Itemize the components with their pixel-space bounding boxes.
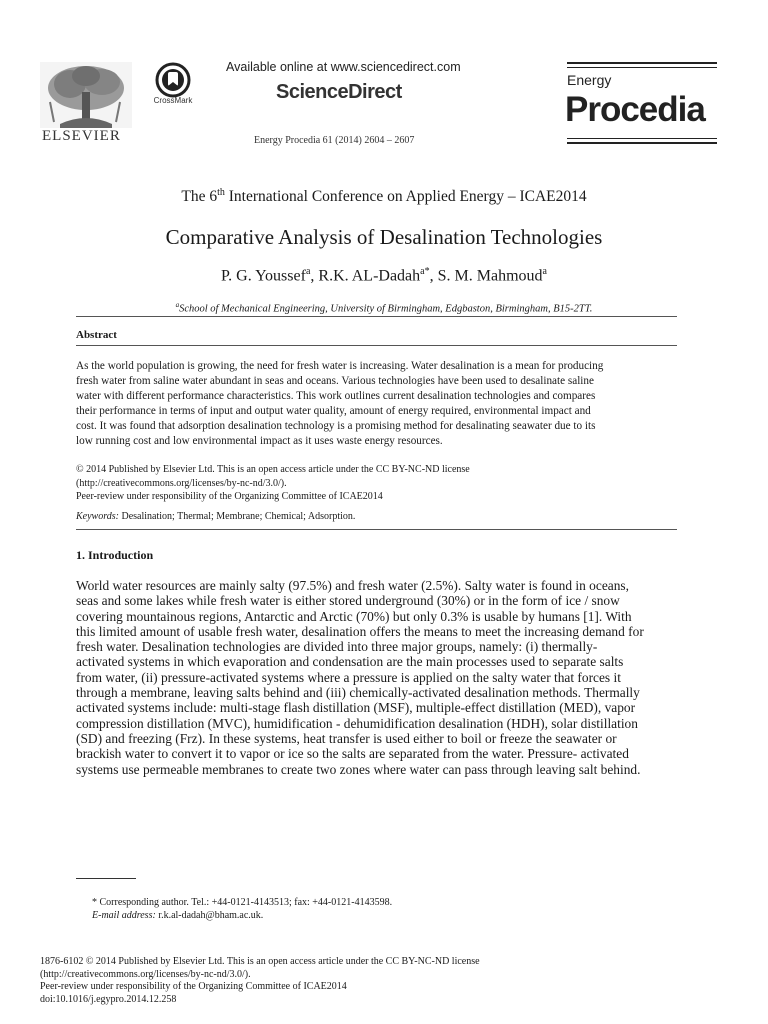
- text-line: 1876-6102 © 2014 Published by Elsevier Ltd. This is an open access article under the CC BY-NC-ND license: [40, 956, 480, 967]
- text-line: covering mountainous regions, Antarctic and Arctic (70%) but only 0.3% is usable by humans [1]. With: [76, 608, 632, 624]
- author-name: S. M. Mahmoud: [437, 267, 543, 285]
- sciencedirect-logo[interactable]: ScienceDirect: [276, 81, 402, 103]
- footnote: [92, 896, 392, 922]
- text-line: cost. It was found that adsorption desalination technology is a promising method for desalinating seawater due to its: [76, 420, 596, 432]
- available-online-text: Available online at www.sciencedirect.com: [226, 60, 461, 74]
- text-line: compression distillation (MVC), humidification - dehumidification desalination (HDH), solar distillation: [76, 715, 638, 731]
- text-line: brackish water to convert it to vapor or ice so the salts are separated from the water. Pressure- activated: [76, 746, 629, 762]
- author-name: P. G. Youssef: [221, 267, 306, 285]
- text-line: this limited amount of usable fresh water, desalination offers the means to meet the increasing demand for: [76, 623, 644, 639]
- text-line: (SD) and freezing (Frz). In these systems, heat transfer is used either to boil or freeze the seawater or: [76, 730, 617, 746]
- journal-logo-name: Procedia: [565, 90, 705, 129]
- license-link[interactable]: (http://creativecommons.org/licenses/by-nc-nd/3.0/).: [40, 968, 251, 980]
- journal-rule: [567, 142, 717, 144]
- doi[interactable]: doi:10.1016/j.egypro.2014.12.258: [40, 993, 177, 1005]
- text-line: water with different performance characteristics. This work outlines current desalination technologies and compares: [76, 390, 596, 402]
- elsevier-wordmark: ELSEVIER: [42, 128, 121, 144]
- text-line: seas and some lakes while fresh water is either stored underground (30%) or in the form of ice / snow: [76, 593, 620, 609]
- conference-name: The 6th International Conference on Applied Energy – ICAE2014: [181, 187, 587, 206]
- journal-reference: Energy Procedia 61 (2014) 2604 – 2607: [254, 135, 415, 146]
- affiliation: $^a$School of Mechanical Engineering, University of Birmingham, Edgbaston, Birmingham, B15-2TT.: [175, 301, 593, 315]
- text-line: World water resources are mainly salty (97.5%) and fresh water (2.5%). Salty water is found in oceans,: [76, 578, 629, 593]
- introduction-body: [76, 578, 677, 777]
- journal-rule: [567, 62, 717, 64]
- author-name: R.K. AL-Dadah: [318, 267, 421, 285]
- license-link[interactable]: (http://creativecommons.org/licenses/by-nc-nd/3.0/).: [76, 477, 287, 489]
- text-line: As the world population is growing, the need for fresh water is increasing. Water desalination is a mean for producing: [76, 360, 604, 372]
- email-line: E-mail address: r.k.al-dadah@bham.ac.uk.: [92, 910, 264, 921]
- crossmark-label: CrossMark: [153, 96, 193, 105]
- section-heading-introduction: 1. Introduction: [76, 548, 154, 562]
- journal-rule: [567, 138, 717, 139]
- text-line: Peer-review under responsibility of the Organizing Committee of ICAE2014: [40, 981, 347, 992]
- text-line: fresh water. Desalination technologies are divided into three major groups, namely: (i) thermally-: [76, 639, 598, 655]
- abstract-heading: Abstract: [76, 329, 117, 341]
- text-line: low running cost and low environmental impact as it uses waste energy resources.: [76, 435, 443, 447]
- journal-rule: [567, 67, 717, 68]
- journal-logo-top: Energy: [567, 72, 612, 88]
- copyright-footer: [40, 956, 480, 1006]
- divider: [76, 529, 677, 530]
- paper-title: Comparative Analysis of Desalination Technologies: [165, 225, 603, 249]
- keywords: Keywords: Desalination; Thermal; Membrane; Chemical; Adsorption.: [76, 511, 356, 522]
- text-line: activated systems in which evaporation and condensation are the main processes used to separate salts: [76, 654, 624, 670]
- divider: [76, 316, 677, 317]
- text-line: their performance in terms of input and output water quality, amount of energy required, environmental impact and: [76, 405, 591, 417]
- text-line: from water, (ii) pressure-activated systems where a pressure is applied on the salty water that forces it: [76, 669, 621, 685]
- text-line: through a membrane, leaving salts behind and (iii) chemically-activated desalination methods. Thermally: [76, 685, 640, 701]
- text-line: fresh water from saline water abundant in seas and oceans. Various technologies have been used to desalinate saline: [76, 375, 594, 387]
- text-line: activated systems include: multi-stage flash distillation (MSF), multiple-effect distillation (MED), vapor: [76, 700, 636, 716]
- author-list: P. G. Youssef$^a$, R.K. AL-Dadah$^{a*}$, S. M. Mahmoud$^a$: [221, 266, 547, 285]
- abstract-body: [76, 359, 677, 449]
- divider: [76, 345, 677, 346]
- text-line: systems use permeable membranes to create two zones where water can pass through leaving salt behind.: [76, 761, 641, 777]
- footnote-rule: [76, 878, 136, 879]
- corresponding-author: * Corresponding author. Tel.: +44-0121-4143513; fax: +44-0121-4143598.: [92, 897, 393, 908]
- abstract-license: [76, 463, 470, 504]
- email-address[interactable]: r.k.al-dadah@bham.ac.uk.: [155, 910, 264, 921]
- text-line: Peer-review under responsibility of the Organizing Committee of ICAE2014: [76, 491, 383, 502]
- text-line: © 2014 Published by Elsevier Ltd. This is an open access article under the CC BY-NC-ND license: [76, 464, 470, 475]
